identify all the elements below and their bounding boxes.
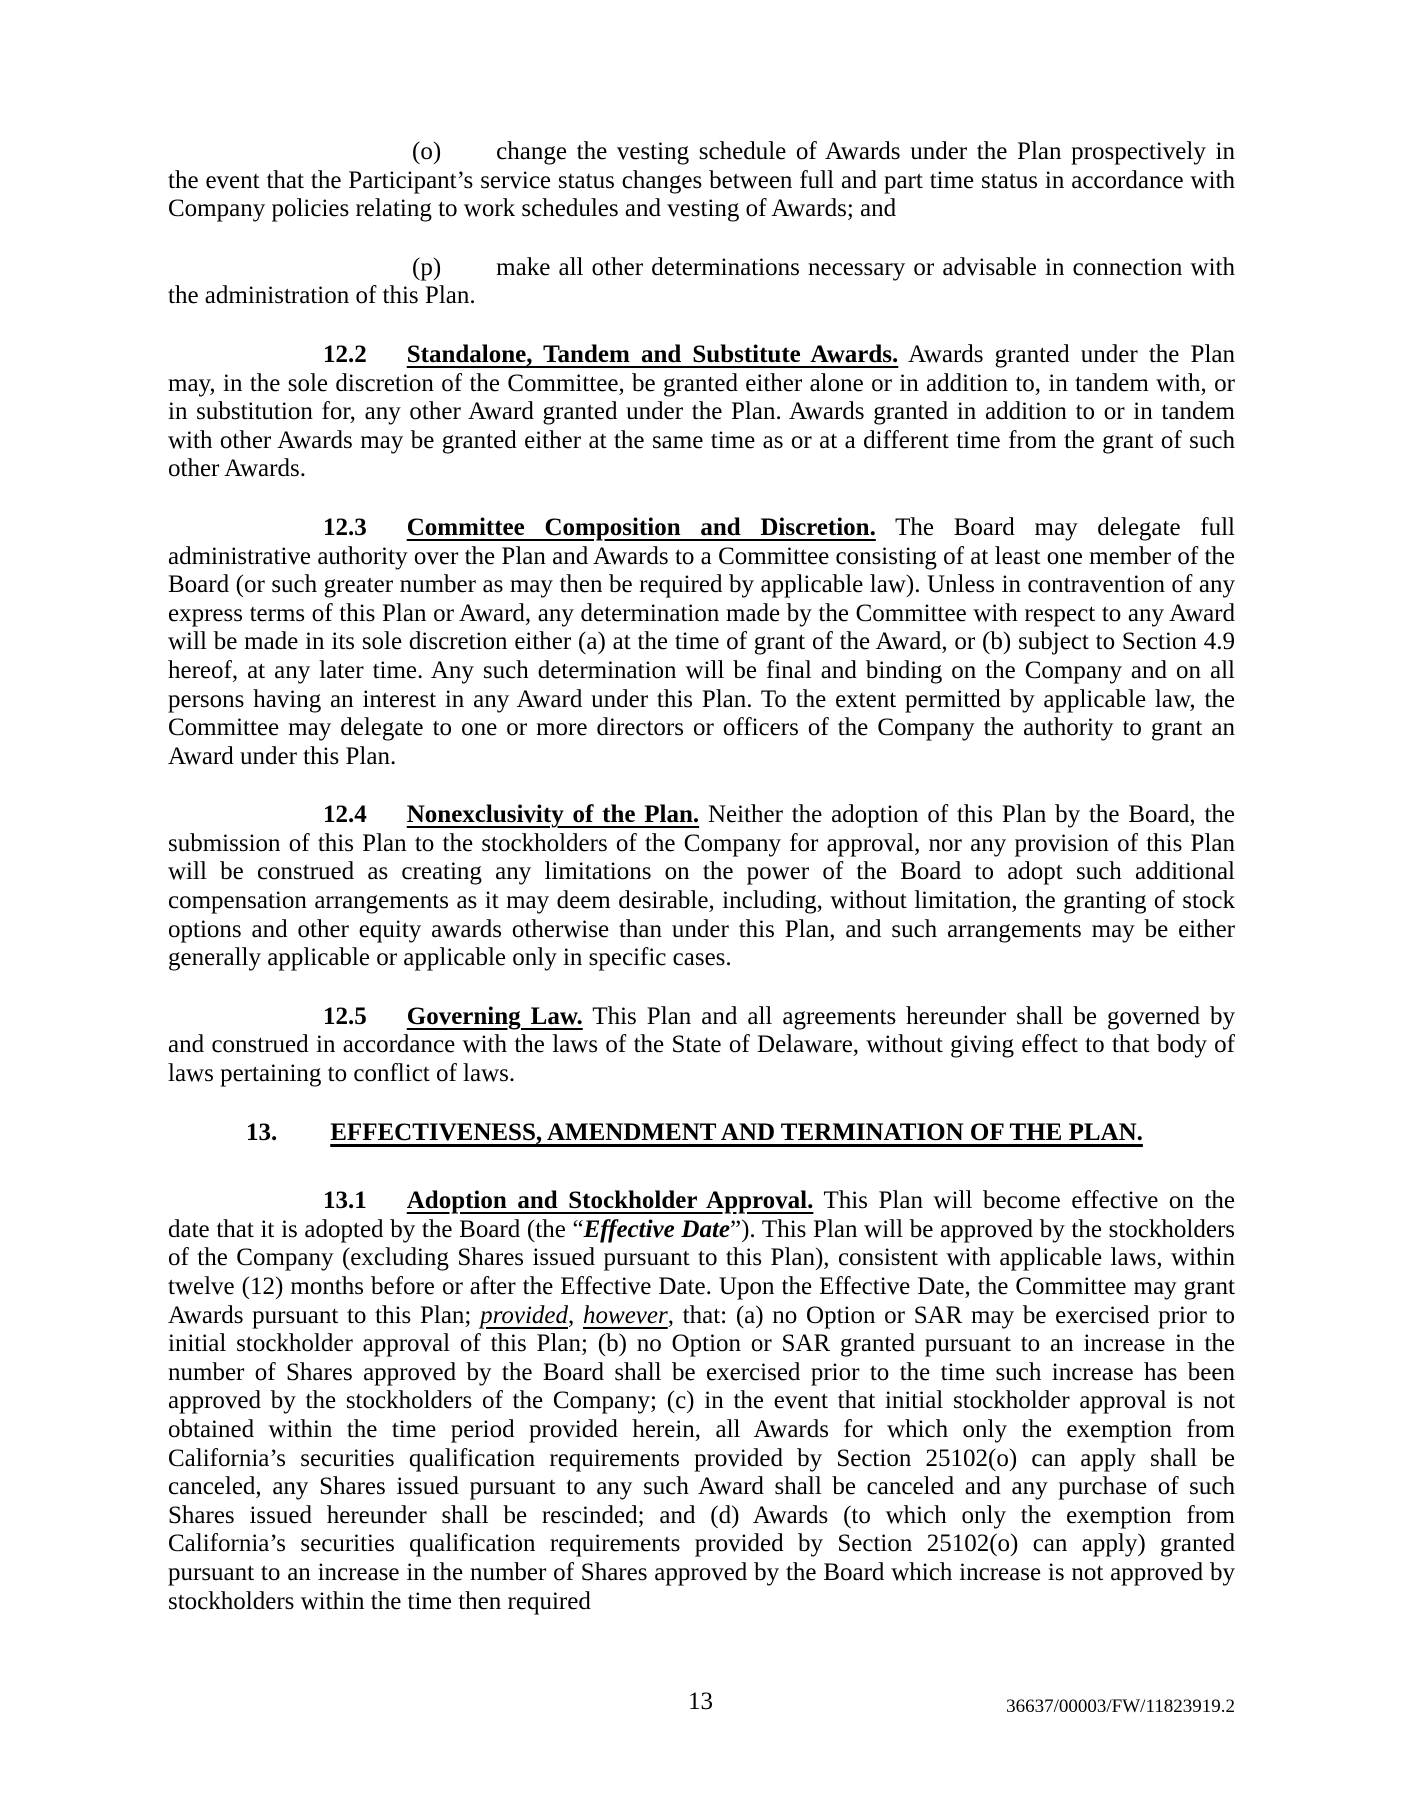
clause-p-label: (p)	[412, 253, 442, 281]
article-13-title: EFFECTIVENESS, AMENDMENT AND TERMINATION OF THE PLAN.	[330, 1118, 1143, 1146]
term-however: however	[583, 1301, 668, 1329]
section-13-1-text-rest: , that: (a) no Option or SAR may be exercised prior to initial stockholder approval of this Plan; (b) no Option or SAR granted pursuant to an increase in the number of Shares approved by the Board shall be exercised prior to the time such increase has been approved by the stockholders of the Company; (c) in the event that initial stockholder approval is not obtained within the time period provided herein, all Awards for which only the exemption from California’s securities qualification requirements provided by Section 25102(o) can apply shall be canceled, any Shares issued pursuant to any such Award shall be canceled and any purchase of such Shares issued hereunder shall be rescinded; and (d) Awards (to which only the exemption from California’s securities qualification requirements provided by Section 25102(o) can apply) granted pursuant to an increase in the number of Shares approved by the Board which increase is not approved by stockholders within the time then required	[168, 1301, 1235, 1615]
section-12-2-title: Standalone, Tandem and Substitute Awards.	[406, 340, 899, 368]
section-12-2-paragraph	[168, 341, 1235, 484]
section-12-4-number: 12.4	[323, 801, 367, 829]
tab-space	[441, 274, 496, 275]
document-body	[168, 138, 1235, 1646]
page-number: 13	[688, 1688, 713, 1715]
section-13-1-title: Adoption and Stockholder Approval.	[406, 1187, 814, 1215]
section-12-5-paragraph	[168, 1003, 1235, 1089]
defined-term-effective-date: Effective Date	[583, 1215, 731, 1243]
section-13-1-number: 13.1	[323, 1187, 367, 1215]
clause-o-text: change the vesting schedule of Awards under the Plan prospectively in the event that the Participant’s service status changes between full and part time status in accordance with Company policies relating to work schedules and vesting of Awards; and	[168, 138, 1235, 223]
section-12-3-text: The Board may delegate full administrative authority over the Plan and Awards to a Committee consisting of at least one member of the Board (or such greater number as may then be required by applicable law). Unless in contravention of any express terms of this Plan or Award, any determination made by the Committee with respect to any Award will be made in its sole discretion either (a) at the time of grant of the Award, or (b) subject to Section 4.9 hereof, at any later time. Any such determination will be final and binding on the Company and on all persons having an interest in any Award under this Plan. To the extent permitted by applicable law, the Committee may delegate to one or more directors or officers of the Company the authority to grant an Award under this Plan.	[168, 513, 1235, 770]
tab-space	[367, 361, 407, 362]
section-12-4-text: Neither the adoption of this Plan by the Board, the submission of this Plan to the stockholders of the Company for approval, nor any provision of this Plan will be construed as creating any limitations on the power of the Board to adopt such additional compensation arrangements as it may deem desirable, including, without limitation, the granting of stock options and other equity awards otherwise than under this Plan, and such arrangements may be either generally applicable or applicable only in specific cases.	[168, 801, 1236, 972]
section-12-2-text: Awards granted under the Plan may, in the sole discretion of the Committee, be granted either alone or in addition to, in tandem with, or in substitution for, any other Award granted under the Plan. Awards granted in addition to or in tandem with other Awards may be granted either at the same time as or at a different time from the grant of such other Awards.	[168, 340, 1236, 483]
section-13-1-text-pre: This Plan will become effective on the date that it is adopted by the Board (the “	[168, 1187, 1235, 1243]
tab-space	[441, 158, 496, 159]
section-13-1-comma: ,	[568, 1301, 584, 1329]
article-13-heading	[168, 1119, 1235, 1148]
section-13-1-text-mid: ”). This Plan will be approved by the stockholders of the Company (excluding Shares issued pursuant to this Plan), consistent with applicable laws, within twelve (12) months before or after the Effective Date. Upon the Effective Date, the Committee may grant Awards pursuant to this Plan;	[168, 1215, 1235, 1329]
term-provided: provided	[480, 1301, 569, 1329]
clause-p-paragraph	[168, 254, 1235, 311]
clause-o-label: (o)	[412, 138, 442, 165]
tab-space	[367, 1023, 407, 1024]
section-12-4-title: Nonexclusivity of the Plan.	[406, 801, 700, 829]
document-reference: 36637/00003/FW/11823919.2	[1006, 1696, 1235, 1717]
article-13-number: 13.	[246, 1118, 278, 1146]
section-12-3-paragraph	[168, 514, 1235, 771]
tab-space	[367, 821, 407, 822]
section-12-2-number: 12.2	[323, 340, 367, 368]
section-12-5-number: 12.5	[323, 1002, 367, 1030]
tab-space	[367, 1207, 407, 1208]
tab-space	[277, 1139, 330, 1140]
section-12-4-paragraph	[168, 801, 1235, 973]
tab-space	[367, 534, 407, 535]
clause-p-text: make all other determinations necessary or advisable in connection with the administration of this Plan.	[168, 253, 1235, 310]
section-12-3-title: Committee Composition and Discretion.	[406, 513, 876, 541]
section-12-5-text: This Plan and all agreements hereunder shall be governed by and construed in accordance with the laws of the State of Delaware, without giving effect to that body of laws pertaining to conflict of laws.	[168, 1002, 1235, 1088]
section-12-3-number: 12.3	[323, 513, 367, 541]
section-12-5-title: Governing Law.	[406, 1002, 583, 1030]
section-13-1-paragraph	[168, 1187, 1235, 1616]
clause-o-paragraph	[168, 138, 1235, 224]
